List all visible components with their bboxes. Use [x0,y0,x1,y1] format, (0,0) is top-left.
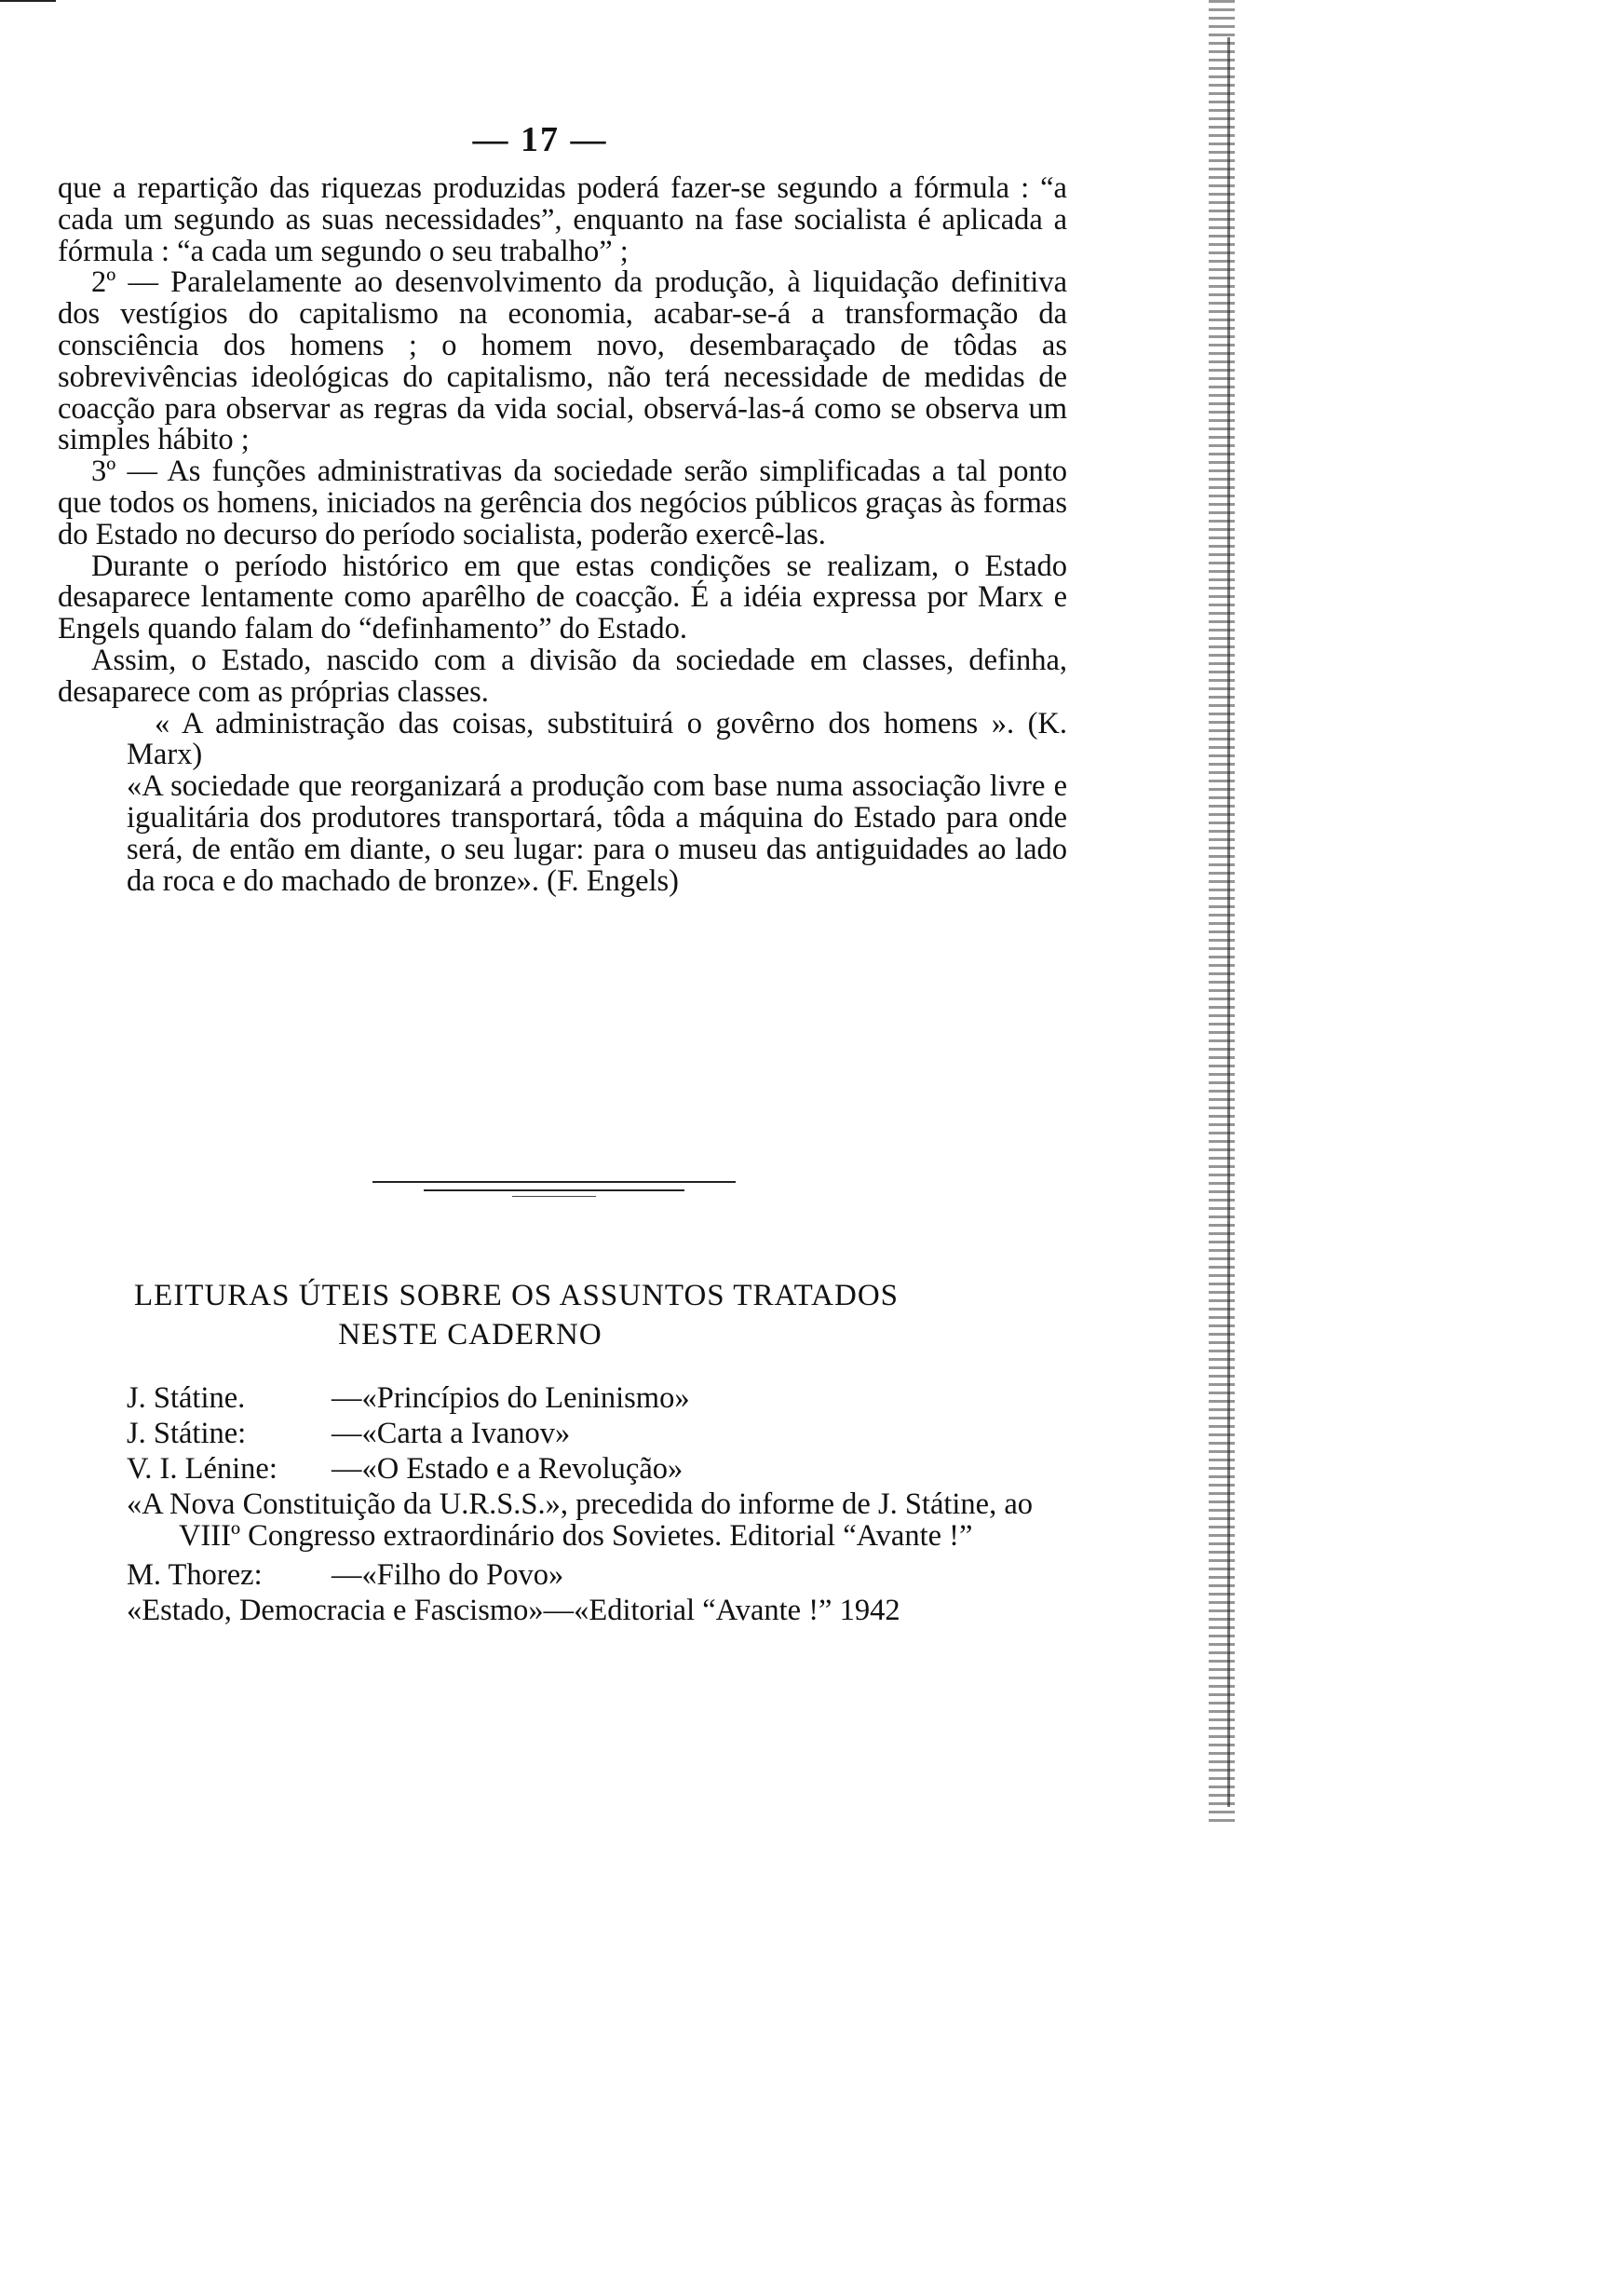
reading-final: «Estado, Democracia e Fascismo»—«Editorial “Avante !” 1942 [127,1594,900,1627]
page-number: — 17 — [472,120,608,159]
quote-engels: «A sociedade que reorganizará a produção com base numa associação livre e igualitária dos produtores transportará, tôda a máquina do Estado para onde será, de então em diante, o seu lugar: para o museu das antiguidades ao lado da roca e do machado de bronze». (F. Engels) [127,769,1067,898]
top-edge-rule [0,0,56,2]
reading-title: —«Carta a Ivanov» [332,1417,571,1450]
reading-title: —«Filho do Povo» [332,1558,564,1592]
reading-author: M. Thorez: [127,1558,263,1592]
divider-line-bottom [512,1196,596,1197]
reading-item [127,1418,1067,1449]
divider-line-middle [424,1189,684,1191]
reading-title: —«Princípios do Leninismo» [332,1381,690,1415]
paragraph-2: 2º — Paralelamente ao desenvolvimento da produção, à liquidação definitiva dos vestígios do capitalismo na economia, acabar-se-á a transformação da consciência dos homens ; o homem novo, desembaraçado de tôdas as sobrevivências ideológicas do capitalismo, não terá necessidade de medidas de coacção para observar as regras da vida social, observá-las-á como se observa um simples hábito ; [58,265,1067,457]
paragraph-4: Durante o período histórico em que estas condições se realizam, o Estado desaparece lentamente como aparêlho de coacção. É a idéia expressa por Marx e Engels quando falam do “definhamento” do Estado. [58,549,1067,646]
readings-heading-line-1: LEITURAS ÚTEIS SOBRE OS ASSUNTOS TRATADOS [134,1279,900,1312]
reading-title: —«O Estado e a Revolução» [332,1452,683,1486]
reading-item [127,1559,1067,1591]
readings-heading [93,1276,1024,1354]
scan-spine-shadow [1209,0,1235,1826]
reading-constituicao: «A Nova Constituição da U.R.S.S.», precedida do informe de J. Státine, ao VIIIº Congresso extraordinário dos Sovietes. Editorial “Avante !” [127,1487,1034,1553]
body-text [58,173,1067,897]
readings-heading-line-2: NESTE CADERNO [338,1318,602,1351]
reading-author: V. I. Lénine: [127,1452,277,1486]
paragraph-1: que a repartição das riquezas produzidas poderá fazer-se segundo a fórmula : “a cada um segundo as suas necessidades”, enquanto na fase socialista é aplicada a fórmula : “a cada um segundo o seu trabalho” ; [58,171,1067,268]
section-divider [372,1181,736,1200]
scan-spine-edge [1227,37,1230,1807]
reading-author: J. Státine: [127,1417,247,1450]
reading-author: J. Státine. [127,1381,246,1415]
readings-list [127,1382,1067,1634]
reading-item [127,1382,1067,1414]
paragraph-3: 3º — As funções administrativas da sociedade serão simplificadas a tal ponto que todos os homens, iniciados na gerência dos negócios públicos graças às formas do Estado no decurso do período socialista, poderão exercê-las. [58,455,1067,551]
divider-line-top [372,1181,736,1183]
paragraph-5: Assim, o Estado, nascido com a divisão da sociedade em classes, definha, desaparece com as próprias classes. [58,643,1067,709]
quote-marx: « A administração das coisas, substituirá o govêrno dos homens ». (K. Marx) [127,706,1067,772]
reading-item [127,1453,1067,1485]
